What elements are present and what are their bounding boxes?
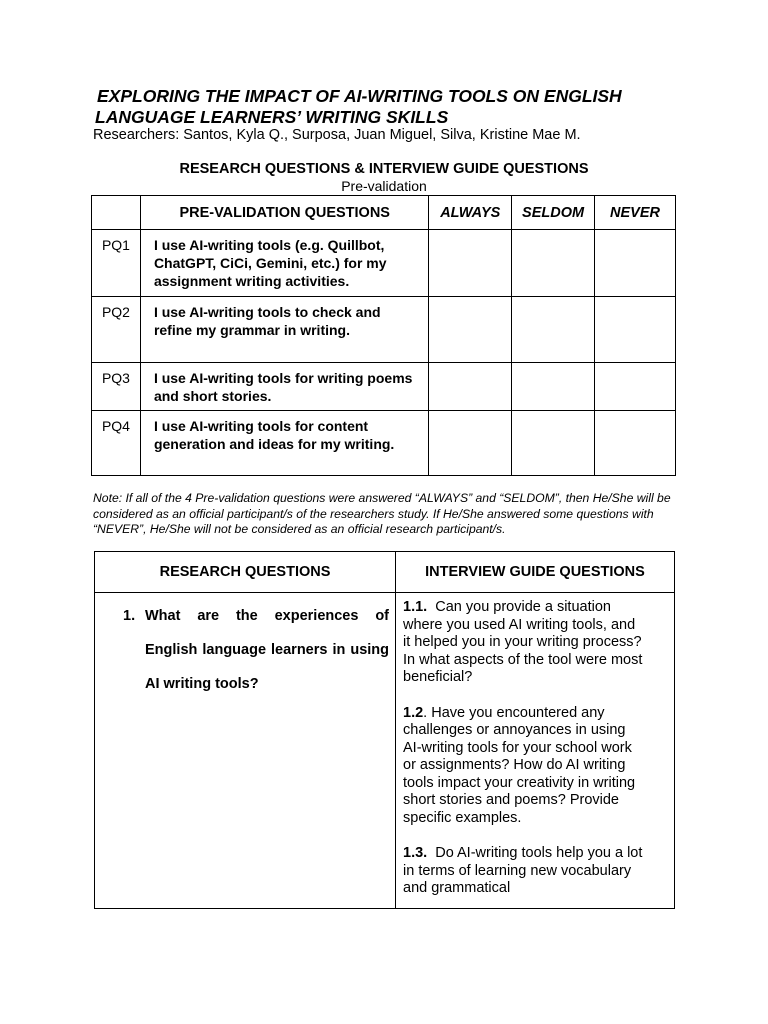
interview-question-text: Do AI-writing tools help you a lot in terms of learning new vocabulary and grammatical [403,845,643,896]
header-blank-cell [92,196,141,230]
interview-question [403,845,644,898]
answer-always-cell[interactable] [429,230,512,297]
research-question-number: 1. [123,608,136,624]
answer-never-cell[interactable] [595,411,676,476]
table-row [92,411,676,476]
answer-always-cell[interactable] [429,363,512,411]
answer-never-cell[interactable] [595,297,676,363]
prevalidation-header-row [92,196,676,230]
question-code: PQ4 [92,411,141,476]
research-question-text: What are the experiences of English language learners in using AI writing tools? [145,608,389,692]
header-seldom: SELDOM [512,196,595,230]
interview-question-number: 1.1. [403,599,428,615]
interview-guide-cell [396,593,675,909]
answer-seldom-cell[interactable] [512,411,595,476]
prevalidation-table [91,195,676,476]
researchers-line: Researchers: Santos, Kyla Q., Surposa, Juan Miguel, Silva, Kristine Mae M. [93,127,581,143]
question-code: PQ2 [92,297,141,363]
title-line-1: EXPLORING THE IMPACT OF AI-WRITING TOOLS ON ENGLISH [97,86,622,106]
interview-question-number: 1.2 [403,704,424,721]
question-text: I use AI-writing tools (e.g. Quillbot, ChatGPT, CiCi, Gemini, etc.) for my assignment writing activities. [140,230,429,297]
header-question: PRE-VALIDATION QUESTIONS [140,196,429,230]
header-interview-guide: INTERVIEW GUIDE QUESTIONS [396,552,675,593]
question-code: PQ3 [92,363,141,411]
interview-question [403,705,644,828]
answer-never-cell[interactable] [595,230,676,297]
question-code: PQ1 [92,230,141,297]
table-row [92,363,676,411]
interview-question [403,599,644,687]
participant-note: Note: If all of the 4 Pre-validation questions were answered “ALWAYS” and “SELDOM”, then He/She will be considered as an official participant/s of the researchers study. If He/She answered some questions with “NEVER”, He/She will not be considered as an official research participant/s. [93,491,671,536]
title-line-2: LANGUAGE LEARNERS’ WRITING SKILLS [95,107,449,127]
document-title [95,86,695,128]
header-never: NEVER [595,196,676,230]
table-row [92,230,676,297]
header-always: ALWAYS [429,196,512,230]
section-heading: RESEARCH QUESTIONS & INTERVIEW GUIDE QUESTIONS [179,161,589,177]
research-question [101,599,389,701]
interview-question-text: Can you provide a situation where you used AI writing tools, and it helped you in your writing process? In what aspects of the tool were most beneficial? [403,599,643,685]
answer-always-cell[interactable] [429,297,512,363]
research-question-cell [95,593,396,909]
question-text: I use AI-writing tools for content generation and ideas for my writing. [140,411,429,476]
header-research-questions: RESEARCH QUESTIONS [95,552,396,593]
interview-question-text: . Have you encountered any challenges or annoyances in using AI-writing tools for your school work or assignments? How do AI writing tools impact your creativity in writing short stories and poems? Provide specific examples. [403,704,636,826]
question-text: I use AI-writing tools for writing poems and short stories. [140,363,429,411]
table-row [92,297,676,363]
interview-question-number: 1.3. [403,845,428,861]
answer-seldom-cell[interactable] [512,297,595,363]
table-row [95,593,675,909]
section-subheading: Pre-validation [341,178,427,194]
research-questions-table [94,551,675,909]
answer-never-cell[interactable] [595,363,676,411]
answer-seldom-cell[interactable] [512,363,595,411]
answer-always-cell[interactable] [429,411,512,476]
question-text: I use AI-writing tools to check and refine my grammar in writing. [140,297,429,363]
answer-seldom-cell[interactable] [512,230,595,297]
research-header-row [95,552,675,593]
